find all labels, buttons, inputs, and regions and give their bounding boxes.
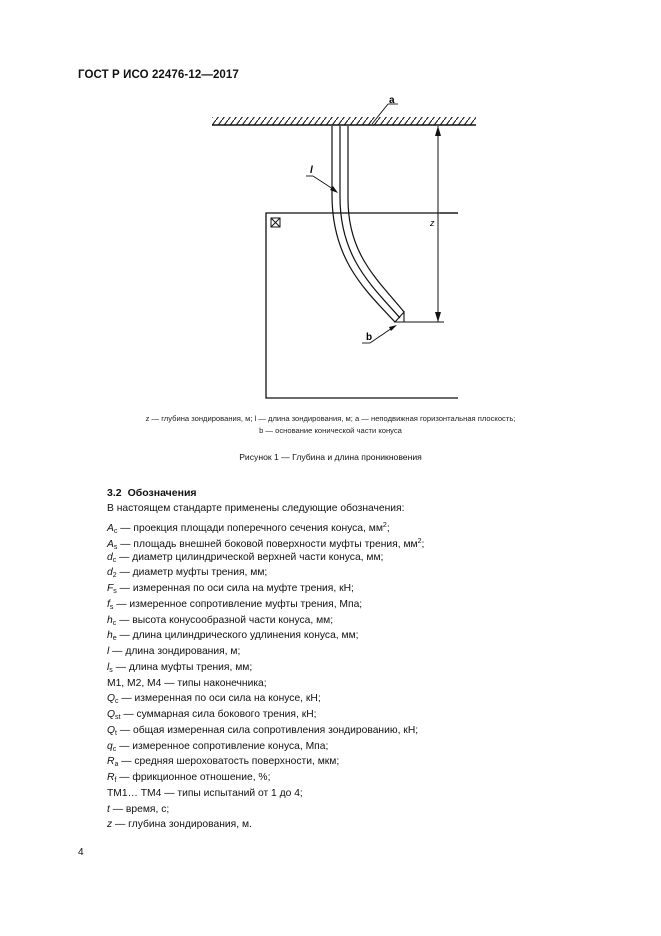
- symbol-description: — общая измеренная сила сопротивления зондированию, кН;: [116, 724, 419, 736]
- symbol: z: [107, 819, 113, 831]
- symbol-description: — длина цилиндрического удлинения конуса, мм;: [116, 630, 359, 642]
- symbol-subscript: s: [109, 666, 113, 674]
- symbol-subscript: c: [112, 556, 117, 564]
- symbol-subscript: c: [112, 745, 117, 753]
- symbol-code: M1, M2, M4: [107, 677, 162, 689]
- symbol: A: [107, 523, 114, 534]
- symbol: q: [107, 740, 113, 752]
- symbol: Q: [107, 693, 116, 705]
- label-a: a: [389, 95, 395, 106]
- symbol: h: [107, 630, 113, 642]
- symbol: l: [107, 646, 110, 657]
- rod-outer: [332, 126, 395, 322]
- symbol: R: [107, 772, 115, 783]
- symbol-subscript: t: [115, 729, 117, 737]
- section-heading: [107, 487, 197, 499]
- symbol-subscript: s: [113, 588, 117, 595]
- symbol: Q: [107, 709, 116, 720]
- symbol-description: — диаметр цилиндрической верхней части конуса, мм;: [116, 551, 384, 563]
- symbol: R: [107, 756, 115, 768]
- symbol-description: — проекция площади поперечного сечения конуса, мм: [117, 523, 383, 534]
- section-intro: В настоящем стандарте применены следующие обозначения:: [107, 503, 405, 514]
- symbol-definition: [107, 691, 424, 707]
- symbol-subscript: s: [113, 543, 118, 551]
- symbol-definition: [107, 786, 424, 802]
- section-number: 3.2: [107, 487, 122, 499]
- symbol: F: [107, 583, 114, 594]
- symbol-definition: [107, 534, 424, 550]
- symbol-subscript: e: [112, 635, 117, 643]
- figure-legend-line1: z — глубина зондирования, м; l — длина зондирования, м; a — неподвижная горизонтальная плоскость;: [145, 414, 516, 423]
- unit-superscript: 2: [417, 537, 422, 545]
- symbol-description: — глубина зондирования, м.: [112, 819, 252, 831]
- symbol-definition: [107, 817, 424, 833]
- symbol-subscript: st: [115, 714, 121, 721]
- section-title: Обозначения: [127, 487, 197, 499]
- symbol-description: — время, с;: [109, 803, 170, 815]
- figure-title: Рисунок 1 — Глубина и длина проникновения: [239, 452, 422, 462]
- symbol-subscript: s: [109, 603, 114, 611]
- symbol-description: — измеренное сопротивление муфты трения, Мпа;: [113, 598, 363, 610]
- symbol: d: [107, 551, 113, 563]
- symbol-description: — измеренное сопротивление конуса, Мпа;: [116, 740, 329, 752]
- unit-superscript: 2: [382, 522, 387, 529]
- symbol-description: — суммарная сила бокового трения, кН;: [120, 709, 317, 720]
- symbol-subscript: a: [114, 761, 119, 769]
- page-number: 4: [78, 847, 84, 858]
- symbol: h: [107, 614, 113, 626]
- symbol-description: — высота конусообразной части конуса, мм;: [116, 614, 334, 626]
- symbol-description: — средняя шероховатость поверхности, мкм;: [118, 756, 340, 768]
- label-l: l: [310, 165, 313, 176]
- symbol-subscript: c: [113, 528, 118, 535]
- symbol-definition: [107, 739, 424, 755]
- symbol-subscript: c: [115, 698, 119, 706]
- symbol-description: — типы наконечника;: [161, 677, 267, 689]
- symbol: Q: [107, 724, 116, 736]
- symbol-definition: [107, 518, 424, 534]
- symbol-definition: [107, 613, 424, 629]
- label-b: b: [366, 332, 373, 343]
- symbol-definition: [107, 550, 424, 566]
- symbol-list: [107, 518, 424, 833]
- symbol-subscript: f: [114, 777, 117, 784]
- rod-inner: [348, 126, 404, 312]
- symbol-description: — измеренная по оси сила на муфте трения, кН;: [116, 583, 354, 594]
- symbol-description: — фрикционное отношение, %;: [116, 772, 271, 783]
- ground-hatch: [212, 117, 476, 125]
- symbol: l: [107, 661, 110, 673]
- symbol-tail: ;: [421, 538, 425, 550]
- symbol-definition: [107, 597, 424, 613]
- soil-box: [266, 213, 458, 398]
- symbol-subscript: 2: [112, 572, 117, 580]
- symbol-subscript: c: [112, 619, 117, 627]
- symbol-tail: ;: [386, 523, 390, 534]
- symbol: A: [107, 538, 114, 550]
- symbol-code: ТМ1… ТМ4: [107, 787, 162, 799]
- figure-legend-line2: b — основание конической части конуса: [259, 426, 402, 435]
- symbol: f: [107, 598, 110, 610]
- symbol-definition: [107, 676, 424, 692]
- symbol-definition: [107, 660, 424, 676]
- penetration-figure: [0, 0, 661, 420]
- symbol-definition: [107, 644, 424, 660]
- symbol-description: — длина зондирования, м;: [109, 646, 241, 657]
- symbol: t: [107, 803, 110, 815]
- symbol-definition: [107, 707, 424, 723]
- label-z: z: [430, 218, 435, 228]
- symbol-definition: [107, 581, 424, 597]
- symbol-description: — длина муфты трения, мм;: [112, 661, 253, 673]
- symbol-definition: [107, 802, 424, 818]
- symbol-description: — диаметр муфты трения, мм;: [116, 567, 268, 579]
- symbol-definition: [107, 723, 424, 739]
- symbol-definition: [107, 770, 424, 786]
- symbol-definition: [107, 754, 424, 770]
- symbol-description: — типы испытаний от 1 до 4;: [161, 787, 303, 799]
- symbol-description: — измеренная по оси сила на конусе, кН;: [118, 693, 321, 705]
- symbol-definition: [107, 565, 424, 581]
- symbol-definition: [107, 628, 424, 644]
- document-header: ГОСТ Р ИСО 22476-12—2017: [78, 69, 239, 81]
- rod-mid: [340, 126, 400, 318]
- symbol-description: — площадь внешней боковой поверхности муфты трения, мм: [117, 538, 418, 550]
- symbol: d: [107, 567, 113, 579]
